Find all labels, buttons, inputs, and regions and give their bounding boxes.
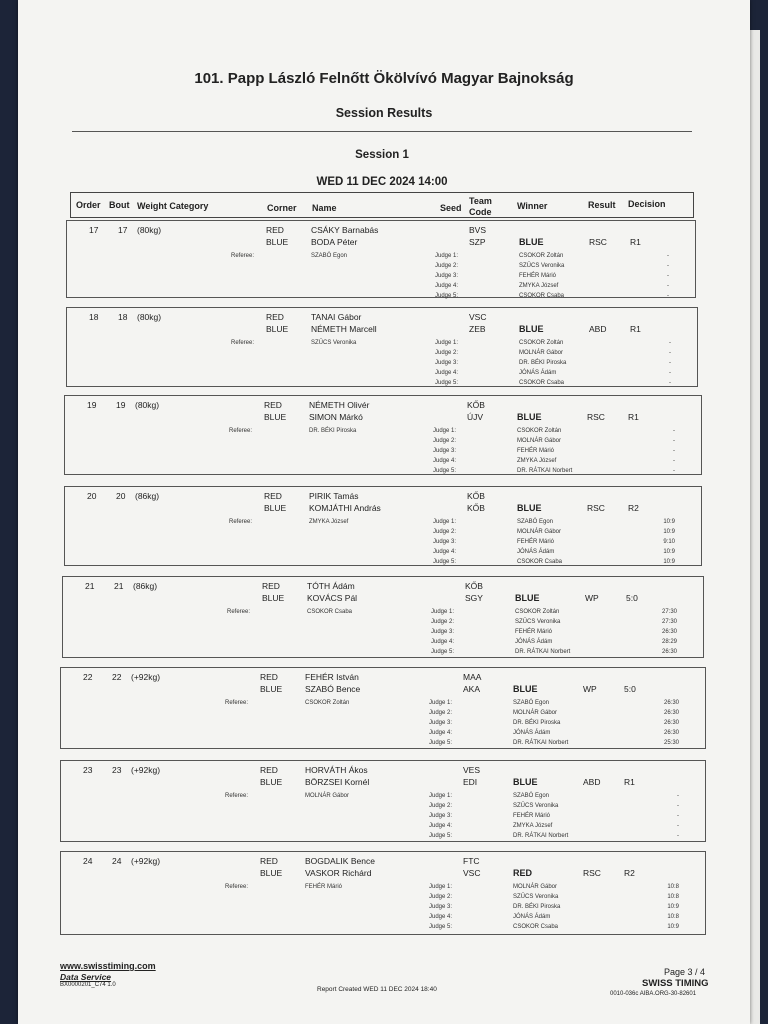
judge-score: - — [673, 448, 675, 454]
red-boxer-name: FEHÉR István — [305, 672, 359, 682]
judge-label: Judge 3: — [429, 720, 453, 726]
bout-order: 18 — [89, 312, 99, 322]
judge-name: DR. BÉKI Piroska — [513, 904, 561, 910]
judge-name: JÓNÁS Ádám — [515, 639, 553, 645]
bout-weight: (80kg) — [137, 312, 162, 322]
winner: BLUE — [515, 593, 540, 603]
page-subtitle: Session Results — [335, 106, 433, 120]
blue-team-code: AKA — [463, 684, 481, 694]
judge-label: Judge 5: — [429, 833, 453, 839]
judge-score: 10:9 — [667, 904, 679, 910]
judge-score: - — [673, 458, 675, 464]
blue-corner: BLUE — [260, 684, 283, 694]
judge-name: FEHÉR Márió — [513, 813, 551, 819]
referee-label: Referee: — [225, 884, 249, 890]
judge-label: Judge 1: — [431, 609, 455, 615]
judge-score: - — [673, 468, 675, 474]
judge-name: CSOKOR Csaba — [513, 924, 559, 930]
referee-name: DR. BÉKI Piroska — [309, 428, 357, 434]
judge-name: MOLNÁR Gábor — [517, 438, 562, 444]
judge-name: SZŰCS Veronika — [519, 263, 565, 269]
red-boxer-name: BOGDALIK Bence — [305, 856, 375, 866]
referee-label: Referee: — [229, 519, 253, 525]
judge-label: Judge 2: — [429, 894, 453, 900]
winner: BLUE — [517, 412, 542, 422]
judge-score: - — [667, 253, 669, 259]
result: ABD — [583, 777, 601, 787]
bout-number: 19 — [116, 400, 126, 410]
judge-label: Judge 3: — [433, 448, 457, 454]
judge-name: DR. RÁTKAI Norbert — [517, 468, 573, 474]
winner: RED — [513, 868, 533, 878]
red-corner: RED — [260, 672, 278, 682]
judge-label: Judge 3: — [435, 273, 459, 279]
judge-name: FEHÉR Márió — [519, 273, 557, 279]
referee-label: Referee: — [229, 428, 253, 434]
footer-report-created: Report Created WED 11 DEC 2024 18:40 — [317, 986, 437, 993]
bout-weight: (86kg) — [133, 581, 158, 591]
blue-team-code: ÚJV — [467, 412, 484, 422]
referee-label: Referee: — [231, 253, 255, 259]
blue-boxer-name: NÉMETH Marcell — [311, 324, 377, 334]
blue-boxer-name: SZABÓ Bence — [305, 684, 361, 694]
judge-name: SZŰCS Veronika — [513, 803, 559, 809]
referee-name: SZABÓ Egon — [311, 253, 348, 259]
judge-score: - — [677, 803, 679, 809]
judge-label: Judge 4: — [433, 549, 457, 555]
judge-label: Judge 3: — [433, 539, 457, 545]
judge-label: Judge 2: — [431, 619, 455, 625]
red-corner: RED — [266, 312, 284, 322]
judge-score: 26:30 — [663, 700, 679, 706]
bout-number: 24 — [112, 856, 122, 866]
referee-name: SZŰCS Veronika — [311, 340, 357, 346]
col-seed: Seed — [440, 203, 462, 213]
judge-label: Judge 2: — [435, 263, 459, 269]
col-corner: Corner — [267, 203, 297, 213]
judge-score: - — [669, 370, 671, 376]
judge-name: SZŰCS Veronika — [515, 619, 561, 625]
judge-name: FEHÉR Márió — [517, 539, 555, 545]
red-corner: RED — [266, 225, 284, 235]
col-code: Code — [469, 207, 492, 217]
decision: R1 — [628, 412, 639, 422]
winner: BLUE — [517, 503, 542, 513]
judge-score: - — [669, 340, 671, 346]
judge-score: 10:9 — [663, 529, 675, 535]
judge-name: SZABÓ Egon — [513, 793, 550, 799]
judge-name: DR. BÉKI Piroska — [519, 360, 567, 366]
blue-team-code: VSC — [463, 868, 481, 878]
judge-name: DR. BÉKI Piroska — [513, 720, 561, 726]
red-corner: RED — [262, 581, 280, 591]
judge-score: 26:30 — [663, 720, 679, 726]
judge-name: JÓNÁS Ádám — [513, 914, 551, 920]
decision: 5:0 — [624, 684, 636, 694]
judge-label: Judge 5: — [435, 293, 459, 299]
judge-label: Judge 5: — [429, 924, 453, 930]
judge-score: - — [677, 833, 679, 839]
result: RSC — [589, 237, 607, 247]
judge-score: 10:9 — [663, 549, 675, 555]
blue-corner: BLUE — [264, 503, 287, 513]
judge-label: Judge 1: — [429, 700, 453, 706]
judge-score: 26:30 — [663, 730, 679, 736]
judge-label: Judge 4: — [431, 639, 455, 645]
blue-boxer-name: BÖRZSEI Kornél — [305, 777, 370, 787]
referee-label: Referee: — [225, 700, 249, 706]
bout-number: 18 — [118, 312, 128, 322]
judge-label: Judge 5: — [429, 740, 453, 746]
judge-name: CSOKOR Csaba — [519, 293, 565, 299]
divider — [72, 131, 692, 132]
red-team-code: MAA — [463, 672, 482, 682]
bout-number: 17 — [118, 225, 128, 235]
page-title: 101. Papp László Felnőtt Ökölvívó Magyar Bajnokság — [194, 70, 574, 87]
red-boxer-name: NÉMETH Olivér — [309, 400, 370, 410]
bout-box — [66, 307, 698, 387]
blue-boxer-name: SIMON Márkó — [309, 412, 363, 422]
blue-team-code: ZEB — [469, 324, 486, 334]
col-bout: Bout — [109, 200, 130, 210]
bout-number: 21 — [114, 581, 124, 591]
judge-name: CSOKOR Zoltán — [519, 340, 564, 346]
judge-score: - — [673, 428, 675, 434]
referee-label: Referee: — [227, 609, 251, 615]
judge-score: 26:30 — [663, 710, 679, 716]
red-corner: RED — [260, 765, 278, 775]
bout-weight: (+92kg) — [131, 672, 161, 682]
decision: R1 — [630, 324, 641, 334]
blue-team-code: SZP — [469, 237, 486, 247]
judge-label: Judge 1: — [433, 519, 457, 525]
judge-name: MOLNÁR Gábor — [513, 884, 558, 890]
blue-corner: BLUE — [262, 593, 285, 603]
judge-label: Judge 5: — [433, 468, 457, 474]
red-team-code: FTC — [463, 856, 480, 866]
blue-boxer-name: BODA Péter — [311, 237, 358, 247]
judge-name: CSOKOR Csaba — [517, 559, 563, 565]
judge-score: - — [667, 273, 669, 279]
decision: R1 — [630, 237, 641, 247]
footer-data-service: Data Service — [60, 972, 112, 982]
col-decision: Decision — [628, 199, 666, 209]
judge-name: SZABÓ Egon — [517, 519, 554, 525]
judge-label: Judge 4: — [429, 730, 453, 736]
judge-name: ZMYKA József — [513, 823, 553, 829]
judge-name: CSOKOR Zoltán — [515, 609, 560, 615]
blue-boxer-name: VASKOR Richárd — [305, 868, 372, 878]
decision: R2 — [624, 868, 635, 878]
judge-label: Judge 1: — [435, 253, 459, 259]
decision: R2 — [628, 503, 639, 513]
blue-boxer-name: KOMJÁTHI András — [309, 503, 381, 513]
judge-label: Judge 4: — [435, 370, 459, 376]
bout-box — [66, 220, 696, 298]
judge-name: DR. RÁTKAI Norbert — [513, 833, 569, 839]
judge-label: Judge 4: — [435, 283, 459, 289]
blue-team-code: SGY — [465, 593, 483, 603]
red-boxer-name: PIRIK Tamás — [309, 491, 359, 501]
judge-score: - — [667, 293, 669, 299]
judge-label: Judge 3: — [429, 904, 453, 910]
judge-label: Judge 1: — [429, 793, 453, 799]
blue-corner: BLUE — [260, 868, 283, 878]
result: RSC — [587, 412, 605, 422]
judge-score: - — [667, 263, 669, 269]
col-team: Team — [469, 196, 492, 206]
session-datetime: WED 11 DEC 2024 14:00 — [316, 176, 448, 188]
bout-box — [64, 486, 702, 566]
bout-box — [60, 667, 706, 749]
referee-name: CSOKOR Csaba — [307, 609, 353, 615]
judge-score: - — [677, 793, 679, 799]
judge-score: - — [669, 380, 671, 386]
judge-name: JÓNÁS Ádám — [519, 370, 557, 376]
red-team-code: KŐB — [465, 581, 483, 591]
footer-website: www.swisstiming.com — [60, 961, 156, 971]
judge-label: Judge 2: — [433, 438, 457, 444]
judge-score: - — [669, 350, 671, 356]
judge-label: Judge 5: — [433, 559, 457, 565]
session-label: Session 1 — [355, 149, 409, 161]
red-team-code: KŐB — [467, 491, 485, 501]
judge-label: Judge 5: — [431, 649, 455, 655]
bout-box — [60, 851, 706, 935]
red-boxer-name: CSÁKY Barnabás — [311, 225, 379, 235]
red-team-code: BVS — [469, 225, 487, 235]
judge-name: ZMYKA József — [517, 458, 557, 464]
result: WP — [583, 684, 597, 694]
winner: BLUE — [519, 237, 544, 247]
judge-label: Judge 3: — [435, 360, 459, 366]
result: RSC — [583, 868, 601, 878]
bout-order: 19 — [87, 400, 97, 410]
result: WP — [585, 593, 599, 603]
blue-corner: BLUE — [264, 412, 287, 422]
judge-label: Judge 3: — [429, 813, 453, 819]
judge-name: FEHÉR Márió — [517, 448, 555, 454]
blue-boxer-name: KOVÁCS Pál — [307, 593, 358, 603]
judge-score: 25:30 — [663, 740, 679, 746]
bout-box — [60, 760, 706, 842]
bout-order: 22 — [83, 672, 93, 682]
judge-label: Judge 2: — [429, 803, 453, 809]
judge-label: Judge 3: — [431, 629, 455, 635]
judge-name: SZABÓ Egon — [513, 700, 550, 706]
bout-order: 21 — [85, 581, 95, 591]
bout-box — [62, 576, 704, 658]
bout-number: 20 — [116, 491, 126, 501]
judge-name: SZŰCS Veronika — [513, 894, 559, 900]
red-corner: RED — [264, 491, 282, 501]
winner: BLUE — [519, 324, 544, 334]
judge-name: JÓNÁS Ádám — [513, 730, 551, 736]
bout-weight: (86kg) — [135, 491, 160, 501]
judge-score: 10:9 — [667, 924, 679, 930]
judge-score: - — [667, 283, 669, 289]
bout-weight: (+92kg) — [131, 856, 161, 866]
judge-label: Judge 1: — [435, 340, 459, 346]
decision: 5:0 — [626, 593, 638, 603]
judge-label: Judge 2: — [429, 710, 453, 716]
judge-score: 10:8 — [667, 894, 679, 900]
decision: R1 — [624, 777, 635, 787]
col-weight: Weight Category — [137, 201, 209, 211]
judge-score: 27:30 — [661, 619, 677, 625]
judge-score: - — [669, 360, 671, 366]
referee-label: Referee: — [231, 340, 255, 346]
judge-name: CSOKOR Csaba — [519, 380, 565, 386]
judge-name: MOLNÁR Gábor — [513, 710, 558, 716]
col-result: Result — [588, 200, 616, 210]
col-order: Order — [76, 200, 101, 210]
bout-weight: (80kg) — [135, 400, 160, 410]
blue-team-code: EDI — [463, 777, 478, 787]
referee-name: MOLNÁR Gábor — [305, 793, 350, 799]
bout-weight: (+92kg) — [131, 765, 161, 775]
judge-score: 26:30 — [661, 629, 677, 635]
winner: BLUE — [513, 684, 538, 694]
blue-team-code: KŐB — [467, 503, 485, 513]
col-winner: Winner — [517, 201, 548, 211]
blue-corner: BLUE — [266, 324, 289, 334]
judge-label: Judge 4: — [429, 823, 453, 829]
judge-score: - — [673, 438, 675, 444]
bout-weight: (80kg) — [137, 225, 162, 235]
red-corner: RED — [260, 856, 278, 866]
judge-score: 10:9 — [663, 559, 675, 565]
footer-ref-code: 0010-036c AIBA.ORG-30-82601 — [610, 991, 697, 997]
bout-order: 17 — [89, 225, 99, 235]
red-boxer-name: TANAI Gábor — [311, 312, 362, 322]
judge-score: 26:30 — [661, 649, 677, 655]
judge-score: 10:8 — [667, 914, 679, 920]
result: ABD — [589, 324, 607, 334]
judge-label: Judge 2: — [435, 350, 459, 356]
bout-order: 23 — [83, 765, 93, 775]
judge-name: MOLNÁR Gábor — [517, 529, 562, 535]
judge-name: ZMYKA József — [519, 283, 559, 289]
referee-label: Referee: — [225, 793, 249, 799]
judge-label: Judge 4: — [429, 914, 453, 920]
red-team-code: VSC — [469, 312, 487, 322]
blue-corner: BLUE — [260, 777, 283, 787]
judge-label: Judge 1: — [433, 428, 457, 434]
red-boxer-name: HORVÁTH Ákos — [305, 765, 368, 775]
judge-name: DR. RÁTKAI Norbert — [513, 740, 569, 746]
bout-box — [64, 395, 702, 475]
judge-score: - — [677, 823, 679, 829]
footer-brand: SWISS TIMING — [642, 978, 709, 989]
judge-score: - — [677, 813, 679, 819]
judge-score: 28:29 — [661, 639, 677, 645]
judge-name: MOLNÁR Gábor — [519, 350, 564, 356]
footer-doc-code: BX0000201_C74 1.0 — [60, 982, 116, 988]
bout-number: 22 — [112, 672, 122, 682]
judge-name: FEHÉR Márió — [515, 629, 553, 635]
referee-name: CSOKOR Zoltán — [305, 700, 350, 706]
judge-label: Judge 2: — [433, 529, 457, 535]
bout-order: 20 — [87, 491, 97, 501]
col-name: Name — [312, 203, 337, 213]
red-team-code: VES — [463, 765, 481, 775]
red-corner: RED — [264, 400, 282, 410]
bout-number: 23 — [112, 765, 122, 775]
referee-name: ZMYKA József — [309, 519, 349, 525]
judge-label: Judge 1: — [429, 884, 453, 890]
judge-score: 9:10 — [663, 539, 675, 545]
blue-corner: BLUE — [266, 237, 289, 247]
column-header — [70, 192, 694, 218]
judge-label: Judge 4: — [433, 458, 457, 464]
referee-name: FEHÉR Márió — [305, 884, 343, 890]
judge-score: 27:30 — [661, 609, 677, 615]
judge-name: JÓNÁS Ádám — [517, 549, 555, 555]
winner: BLUE — [513, 777, 538, 787]
footer-page: Page 3 / 4 — [664, 967, 706, 977]
judge-label: Judge 5: — [435, 380, 459, 386]
judge-name: CSOKOR Zoltán — [517, 428, 562, 434]
judge-name: CSOKOR Zoltán — [519, 253, 564, 259]
bout-order: 24 — [83, 856, 93, 866]
judge-name: DR. RÁTKAI Norbert — [515, 649, 571, 655]
result: RSC — [587, 503, 605, 513]
red-team-code: KŐB — [467, 400, 485, 410]
judge-score: 10:8 — [667, 884, 679, 890]
judge-score: 10:9 — [663, 519, 675, 525]
red-boxer-name: TÓTH Ádám — [307, 581, 355, 591]
